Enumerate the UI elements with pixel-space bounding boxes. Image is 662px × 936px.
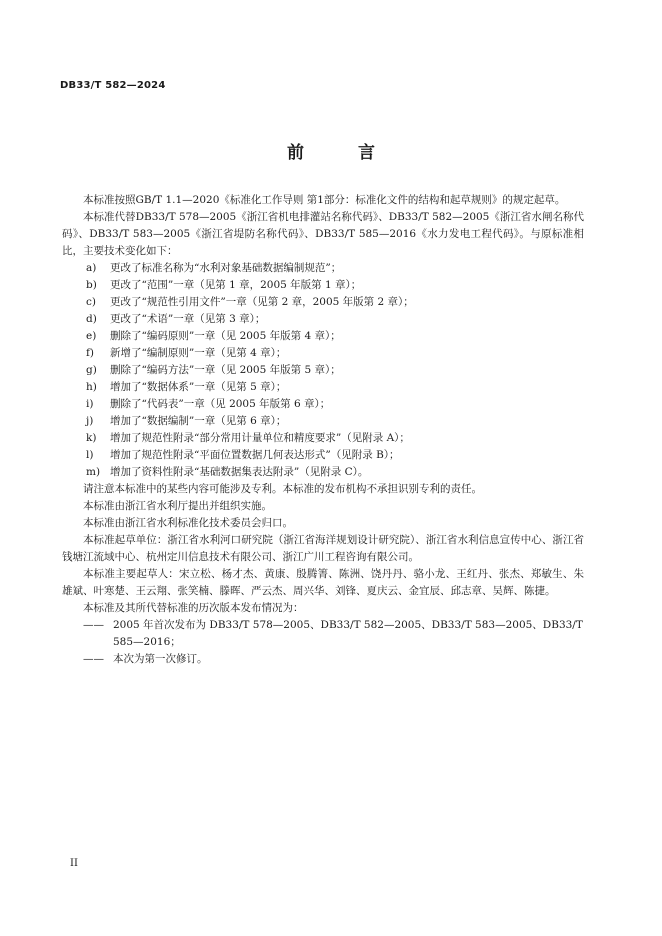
list-item-text: 更改了标准名称为“水利对象基础数据编制规范”； xyxy=(110,262,342,274)
list-item-text: 更改了“规范性引用文件”一章（见第 2 章，2005 年版第 2 章）； xyxy=(110,296,414,308)
change-item-a xyxy=(62,260,584,277)
change-item-k xyxy=(62,430,584,447)
list-marker: i) xyxy=(86,398,94,410)
change-item-c xyxy=(62,294,584,311)
drafters: 本标准主要起草人：宋立松、杨才杰、黄康、殷腾箐、陈洲、饶丹丹、骆小龙、王红丹、张杰、郑敏生、朱雄斌、叶寒楚、王云翔、张笑楠、滕晖、严云杰、周兴华、刘锋、夏庆云、金宜辰、邱志章、吴辉、陈捷。 xyxy=(62,568,584,597)
list-item-text: 新增了“编制原则”一章（见第 4 章）； xyxy=(110,347,287,359)
list-item-text: 更改了“术语”一章（见第 3 章）； xyxy=(110,313,266,325)
list-marker: a) xyxy=(86,262,97,274)
change-item-b xyxy=(62,277,584,294)
list-item-text: 增加了“数据体系”一章（见第 5 章）； xyxy=(110,381,287,393)
list-item-text: 增加了规范性附录“部分常用计量单位和精度要求”（见附录 A）； xyxy=(110,432,410,444)
list-item-text: 删除了“编码原则”一章（见 2005 年版第 4 章）； xyxy=(110,330,341,342)
list-marker: e) xyxy=(86,330,97,342)
document-code: DB33/T 582—2024 xyxy=(60,80,166,91)
list-marker: f) xyxy=(86,347,94,359)
intro-paragraph-1: 本标准按照GB/T 1.1—2020《标准化工作导则 第1部分：标准化文件的结构和起草规则》的规定起草。 xyxy=(83,194,566,206)
centralized-note: 本标准由浙江省水利标准化技术委员会归口。 xyxy=(83,517,293,529)
list-marker: l) xyxy=(86,449,94,461)
change-item-h xyxy=(62,379,584,396)
page-number: II xyxy=(70,858,78,869)
list-item-text: 增加了“数据编制”一章（见第 6 章）； xyxy=(110,415,287,427)
list-marker: c) xyxy=(86,296,96,308)
history-intro: 本标准及其所代替标准的历次版本发布情况为： xyxy=(83,602,304,614)
change-item-i xyxy=(62,396,584,413)
list-item-text: 增加了资料性附录“基础数据集表达附录”（见附录 C）。 xyxy=(110,466,369,478)
change-item-d xyxy=(62,311,584,328)
change-item-g xyxy=(62,362,584,379)
change-item-m xyxy=(62,464,584,481)
history-text: 本次为第一次修订。 xyxy=(113,653,208,665)
history-dash: —— xyxy=(83,619,104,631)
list-item-text: 删除了“代码表”一章（见 2005 年版第 6 章）； xyxy=(110,398,331,410)
intro-paragraph-2: 本标准代替DB33/T 578—2005《浙江省机电排灌站名称代码》、DB33/T 582—2005《浙江省水闸名称代码》、DB33/T 583—2005《浙江省堤防名称代码》、DB33/T 585—2016《水力发电工程代码》。与原标准相比，主要技术变化如下： xyxy=(62,211,584,257)
list-marker: j) xyxy=(86,415,94,427)
history-item-2 xyxy=(62,651,584,668)
list-marker: k) xyxy=(86,432,97,444)
patent-note: 请注意本标准中的某些内容可能涉及专利。本标准的发布机构不承担识别专利的责任。 xyxy=(83,483,482,495)
history-item-1 xyxy=(62,617,584,651)
list-marker: m) xyxy=(86,466,101,478)
page-title: 前 言 xyxy=(287,143,399,163)
changes-list xyxy=(62,260,584,481)
list-item-text: 更改了“范围”一章（见第 1 章，2005 年版第 1 章）； xyxy=(110,279,362,291)
history-dash: —— xyxy=(83,653,104,665)
proposer-note: 本标准由浙江省水利厅提出并组织实施。 xyxy=(83,500,272,512)
list-item-text: 增加了规范性附录“平面位置数据几何表达形式”（见附录 B）； xyxy=(110,449,400,461)
list-marker: d) xyxy=(86,313,97,325)
list-marker: b) xyxy=(86,279,97,291)
list-marker: h) xyxy=(86,381,97,393)
list-marker: g) xyxy=(86,364,97,376)
change-item-j xyxy=(62,413,584,430)
change-item-e xyxy=(62,328,584,345)
change-item-l xyxy=(62,447,584,464)
list-item-text: 删除了“编码方法”一章（见 2005 年版第 5 章）； xyxy=(110,364,341,376)
change-item-f xyxy=(62,345,584,362)
foreword-body xyxy=(62,192,584,668)
drafting-units: 本标准起草单位：浙江省水利河口研究院（浙江省海洋规划设计研究院）、浙江省水利信息宣传中心、浙江省钱塘江流域中心、杭州定川信息技术有限公司、浙江广川工程咨询有限公司。 xyxy=(62,534,584,563)
history-text: 2005 年首次发布为 DB33/T 578—2005、DB33/T 582—2005、DB33/T 583—2005、DB33/T 585—2016； xyxy=(113,619,583,648)
